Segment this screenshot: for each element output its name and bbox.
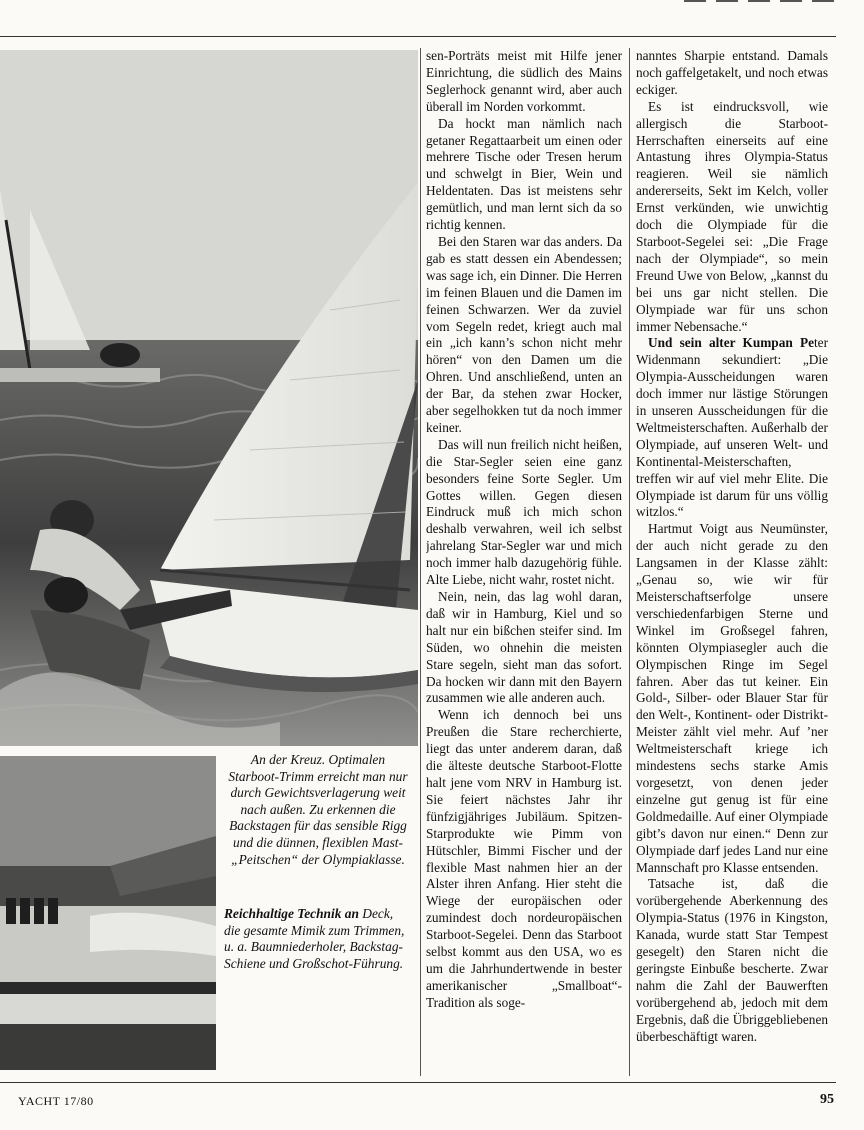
paragraph: nanntes Sharpie entstand. Damals noch gaffelgetakelt, und noch etwas eckiger. <box>636 48 828 97</box>
photo-small-drawing <box>0 756 216 1070</box>
paragraph: Es ist eindrucksvoll, wie allergisch die Starboot-Herrschaften einerseits auf eine Antastung ihres Olympia-Status reagieren. Weil sie nämlich andererseits, Sekt im Kelch, voller Ernst verkünden, wie unwichtig doch die Olympiade für die Starboot-Segelei sei: „Die Frage nach der Olympiade“, so mein Freund Uwe von Below, „kannst du bei uns gar nicht stellen. Die Olympiade war für uns schon immer Nebensache.“ <box>636 98 828 334</box>
caption-deck-lead: Reichhaltige Technik an <box>224 906 359 921</box>
top-rule <box>0 36 836 37</box>
caption-deck-text: Deck, die gesamte Mimik zum Trimmen, u. a. Baumniederholer, Backstag-Schiene und Großschot-Führung. <box>224 906 405 971</box>
caption-deck-photo <box>224 906 412 972</box>
paragraph: Nein, nein, das lag wohl daran, daß wir in Hamburg, Kiel und so halt nur ein bißchen steifer sind. Im Süden, wo ohnehin die meisten Stare segeln, sieht man das sofort. Da hocken wir dann mit den Bayern zusammen wie alle anderen auch. <box>426 589 622 706</box>
top-dash-5 <box>812 0 834 2</box>
photo-starboot-kreuz <box>0 50 418 746</box>
paragraph <box>636 335 828 521</box>
paragraph: Das will nun freilich nicht heißen, die Star-Segler seien eine ganz besonders feine Sorte Segler. Um Gottes willen. Gegen diesen Eindruck muß ich mich schon deshalb verwahren, weil ich selbst jahrelang Star-Segler war und mich noch immer halb dazugehörig fühle. Alte Liebe, nicht wahr, rostet nicht. <box>426 436 622 588</box>
paragraph: Hartmut Voigt aus Neumünster, der auch nicht gerade zu den Langsamen in der Klasse zählt: „Genau so, wie wir für Meisterschaftserfolge unsere verschiedenfarbigen Sterne und Winkel im Großsegel fahren, könnten Olympiasegler auch die Olympischen Ringe im Segel fahren. Aber das tut keiner. Ein Gold-, Silber- oder Blauer Star für den Welt-, Kontinent- oder Distrikt-Meister zählt viel mehr. Auf ’ner Weltmeisterschaft kriege ich mindestens sechs starke Amis vorgesetzt, von denen jeder einzelne gut genug ist für eine Goldmedaille. Auf einer Olympiade gibt’s davon nur einen.“ Denn zur Olympiade darf jedes Land nur eine Mannschaft pro Klasse entsenden. <box>636 521 828 875</box>
top-dash-1 <box>684 0 706 2</box>
footer-magazine-issue: YACHT 17/80 <box>18 1094 94 1108</box>
article-column-2 <box>636 48 828 1078</box>
column-separator-2 <box>629 48 630 1076</box>
paragraph: Tatsache ist, daß die vorübergehende Aberkennung des Olympia-Status (1976 in Kingston, Kanada, wurde statt Star Tempest gesegelt) den Staren nicht die geringste Einbuße bescherte. Zwar nahm die Zahl der Bauwerften vorübergehend ab, jedoch mit dem Ergebnis, daß die Übriggebliebenen überbeschäftigt waren. <box>636 876 828 1044</box>
top-dash-3 <box>748 0 770 2</box>
paragraph: sen-Porträts meist mit Hilfe jener Einrichtung, die südlich des Mains Seglerhock genannt wird, aber auch überall im Norden vorkommt. <box>426 48 622 114</box>
article-column-1 <box>426 48 622 1078</box>
column-separator-1 <box>420 48 421 1076</box>
photo-deck-technik <box>0 756 216 1070</box>
photo-main-drawing <box>0 50 418 746</box>
top-dash-4 <box>780 0 802 2</box>
caption-main-photo: An der Kreuz. Optimalen Starboot-Trimm erreicht man nur durch Gewichtsverlagerung weit nach außen. Zu erkennen die Backstagen für das sensible Rigg und die dünnen, flexiblen Mast-„Peitschen“ der Olympiaklasse. <box>228 752 408 867</box>
footer-page-number: 95 <box>820 1092 834 1107</box>
top-dash-2 <box>716 0 738 2</box>
paragraph-rest: ter Widenmann sekundiert: „Die Olympia-Ausscheidungen waren doch immer nur lästige Störungen in unseren Ausscheidungen für die Weltmeisterschaften. Außerhalb der Olympiade, auf unseren Welt- und Kontinental-Meisterschaften, treffen wir auf viel mehr Elite. Die Olympiade ist darum für uns völlig witzlos.“ <box>636 335 828 520</box>
paragraph: Bei den Staren war das anders. Da gab es statt dessen ein Abendessen; was sage ich, ein Dinner. Die Herren im feinen Blauen und die Damen im feinen Schwarzen. Wer da zuviel vom Segeln redet, kriegt auch mal ein „ich kann’s schon nicht mehr hören“ von den Damen um die Ohren. Und anschließend, unten an der Bar, da stehen zwar Hocker, aber segelhokken tut da noch immer keiner. <box>426 233 622 435</box>
paragraph-lead-bold: Und sein alter Kumpan Pe <box>648 335 814 351</box>
paragraph: Wenn ich dennoch bei uns Preußen die Stare recherchierte, liegt das unter anderem daran, daß die älteste deutsche Starboot-Flotte halt jene vom NRV in Hamburg ist. Sie feiert nächstes Jahr ihr fünfzigjähriges Jubiläum. Spitzen-Starprodukte wie Pimm von Hütschler, Bimmi Fischer und der flexible Mast nahmen hier an der Alster ihren Anfang. Hier steht die Wiege der europäischen oder zumindest doch nordeuropäischen Starboot-Segelei. Denn das Starboot selbst kommt aus den USA, wo es um die Jahrhundertwende in bester amerikanischer „Smallboat“-Tradition als soge- <box>426 707 622 1010</box>
bottom-rule <box>0 1082 836 1083</box>
paragraph: Da hockt man nämlich nach getaner Regattaarbeit um einen oder mehrere Tische oder Tresen herum und schwelgt in Bier, Wein und Heldentaten. Das ist meistens sehr gemütlich, und man lernt sich da so richtig kennen. <box>426 115 622 233</box>
